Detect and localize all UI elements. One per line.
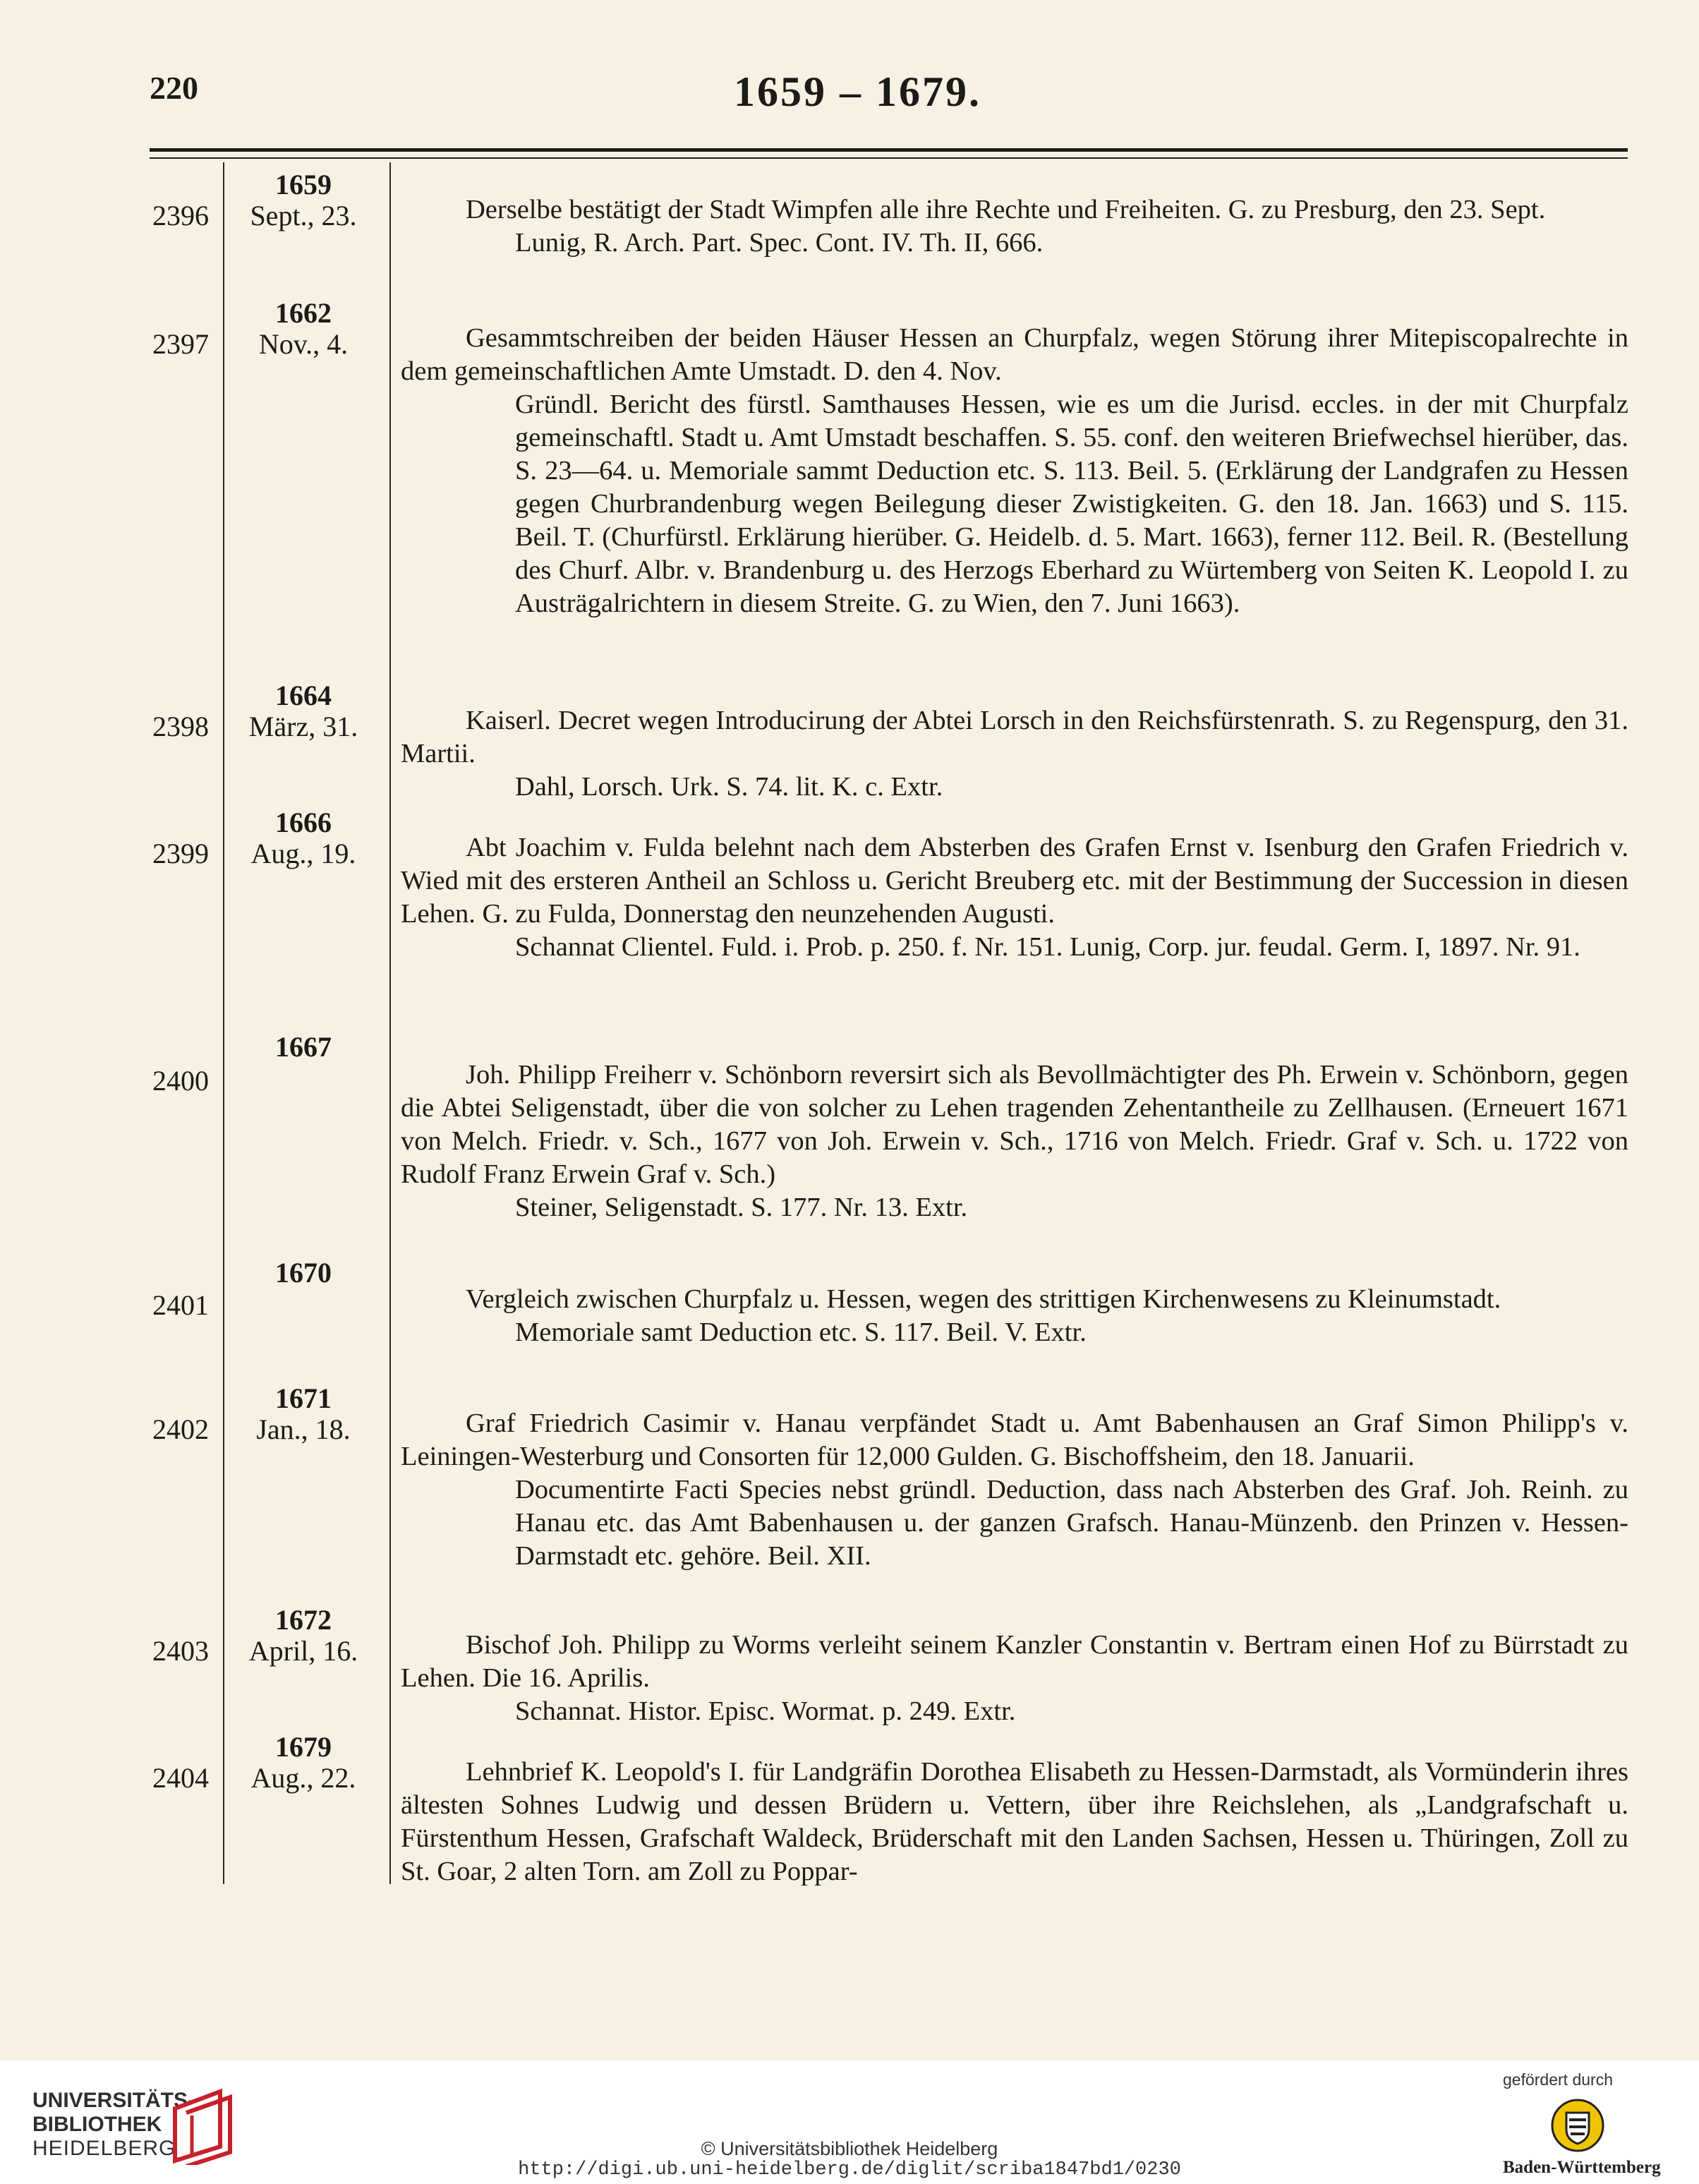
column-divider-right [389,162,391,1884]
sponsor-name: Baden-Württemberg [1503,2158,1661,2177]
copyright-notice: © Universitätsbibliothek Heidelberg [701,2138,998,2159]
entry-reference: Schannat Clientel. Fuld. i. Prob. p. 250. f. Nr. 151. Lunig, Corp. jur. feudal. Germ. I, 1897. Nr. 91. [515,932,1580,962]
entry-text: Joh. Philipp Freiherr v. Schönborn reversirt sich als Bevollmächtigter des Ph. Erwein v. Schönborn, gegen die Abtei Seligenstadt, über die von solcher zu Lehen tragenden Zehentantheile zu Zellhausen. (Erneuert 1671 von Melch. Friedr. v. Sch., 1677 von Joh. Erwein v. Sch., 1716 von Melch. Friedr. Graf v. Sch. u. 1722 von Rudolf Franz Erwein Graf v. Sch.) [401,1060,1628,1189]
entry-date: April, 16. [248,1635,358,1667]
entry-number: 2403 [152,1635,209,1667]
entry-number: 2402 [152,1413,209,1445]
entry-reference: Schannat. Histor. Episc. Wormat. p. 249. Extr. [515,1696,1016,1726]
entry-year: 1679 [275,1731,332,1763]
entry-number: 2397 [152,328,209,360]
permalink[interactable]: http://digi.ub.uni-heidelberg.de/diglit/scriba1847bd1/0230 [518,2159,1181,2180]
entry-text: Bischof Joh. Philipp zu Worms verleiht seinem Kanzler Constantin v. Bertram einen Hof zu Bürrstadt zu Lehen. Die 16. Aprilis. [401,1630,1628,1693]
entry-text: Abt Joachim v. Fulda belehnt nach dem Absterben des Grafen Ernst v. Isenburg den Grafen Friedrich v. Wied mit des ersteren Antheil an Schloss u. Gericht Breuberg etc. mit der Bestimmung der Succession in diesen Lehen. G. zu Fulda, Donnerstag den neunzehenden Augusti. [401,833,1628,929]
entry-number: 2404 [152,1762,209,1794]
page-heading: 1659 – 1679. [734,68,981,115]
page-number: 220 [150,70,198,106]
header-rule-thick [150,148,1628,152]
entry-year: 1666 [275,807,332,838]
library-name-line: UNIVERSITÄTS- [32,2089,195,2112]
entry-text: Kaiserl. Decret wegen Introducirung der Abtei Lorsch in den Reichsfürstenrath. S. zu Regenspurg, den 31. Martii. [401,706,1628,768]
entry-date: Nov., 4. [258,328,349,360]
entry-reference: Dahl, Lorsch. Urk. S. 74. lit. K. c. Extr. [515,772,943,802]
column-divider-left [223,162,224,1884]
entry-date: Sept., 23. [250,200,357,231]
library-name-line: HEIDELBERG [32,2137,176,2160]
footer-banner [0,2061,1699,2184]
entry-year: 1672 [275,1604,332,1636]
entry-number: 2396 [152,200,209,231]
header-rule-thin [150,157,1628,159]
entry-reference: Gründl. Bericht des fürstl. Samthauses Hessen, wie es um die Jurisd. eccles. in der mit Churpfalz gemeinschaftl. Stadt u. Amt Umstadt beschaffen. S. 55. conf. den weiteren Briefwechsel hierüber, das. S. 23—64. u. Memoriale sammt Deduction etc. S. 113. Beil. 5. (Erklärung der Landgrafen zu Hessen gegen Churbrandenburg wegen Beilegung dieser Zwistigkeiten. G. den 18. Jan. 1663) und S. 115. Beil. T. (Churfürstl. Erklärung hierüber. G. Heidelb. d. 5. Mart. 1663), ferner 112. Beil. R. (Bestellung des Churf. Albr. v. Brandenburg u. des Herzogs Eberhard zu Würtemberg von Seiten K. Leopold I. zu Austrägalrichtern in diesem Streite. G. zu Wien, den 7. Juni 1663). [515,390,1628,618]
entry-number: 2399 [152,838,209,869]
entry-number: 2398 [152,711,209,742]
entry-year: 1670 [275,1257,332,1289]
entry-year: 1671 [275,1382,332,1414]
entry-number: 2400 [152,1065,209,1097]
entry-reference: Lunig, R. Arch. Part. Spec. Cont. IV. Th. II, 666. [515,228,1044,258]
entry-reference: Memoriale samt Deduction etc. S. 117. Beil. V. Extr. [515,1317,1087,1347]
entry-year: 1662 [275,297,332,329]
entry-text: Lehnbrief K. Leopold's I. für Landgräfin Dorothea Elisabeth zu Hessen-Darmstadt, als Vormünderin ihres ältesten Sohnes Ludwig und dessen Brüdern u. Vettern, über ihre Reichslehen, als „Landgrafschaft u. Fürstenthum Hessen, Grafschaft Waldeck, Brüderschaft mit den Landen Sachsen, Hessen u. Thüringen, Zoll zu St. Goar, 2 alten Torn. am Zoll zu Poppar- [401,1757,1628,1886]
entry-number: 2401 [152,1289,209,1321]
entry-reference: Steiner, Seligenstadt. S. 177. Nr. 13. Extr. [515,1193,968,1222]
sponsor-label: gefördert durch [1503,2070,1613,2089]
entry-year: 1667 [275,1031,332,1063]
coat-of-arms-icon [1549,2097,1606,2154]
library-name-line: BIBLIOTHEK [32,2113,162,2136]
entry-year: 1659 [275,169,332,200]
entry-year: 1664 [275,680,332,711]
entry-text: Graf Friedrich Casimir v. Hanau verpfändet Stadt u. Amt Babenhausen an Graf Simon Philipp's v. Leiningen-Westerburg und Consorten für 12,000 Gulden. G. Bischoffsheim, den 18. Januarii. [401,1408,1628,1471]
entry-text: Vergleich zwischen Churpfalz u. Hessen, wegen des strittigen Kirchenwesens zu Kleinumstadt. [466,1284,1501,1314]
entry-text: Gesammtschreiben der beiden Häuser Hessen an Churpfalz, wegen Störung ihrer Mitepiscopalrechte in dem gemeinschaftlichen Amte Umstadt. D. den 4. Nov. [401,323,1628,386]
entry-date: März, 31. [248,711,358,742]
entry-date: Aug., 22. [250,1762,356,1794]
entry-date: Jan., 18. [256,1413,351,1445]
entry-text: Derselbe bestätigt der Stadt Wimpfen alle ihre Rechte und Freiheiten. G. zu Presburg, den 23. Sept. [466,195,1546,224]
entry-date: Aug., 19. [250,838,356,869]
entry-reference: Documentirte Facti Species nebst gründl. Deduction, dass nach Absterben des Graf. Joh. Reinh. zu Hanau etc. das Amt Babenhausen u. der ganzen Grafsch. Hanau-Münzenb. den Prinzen v. Hessen-Darmstadt etc. gehöre. Beil. XII. [515,1475,1628,1571]
